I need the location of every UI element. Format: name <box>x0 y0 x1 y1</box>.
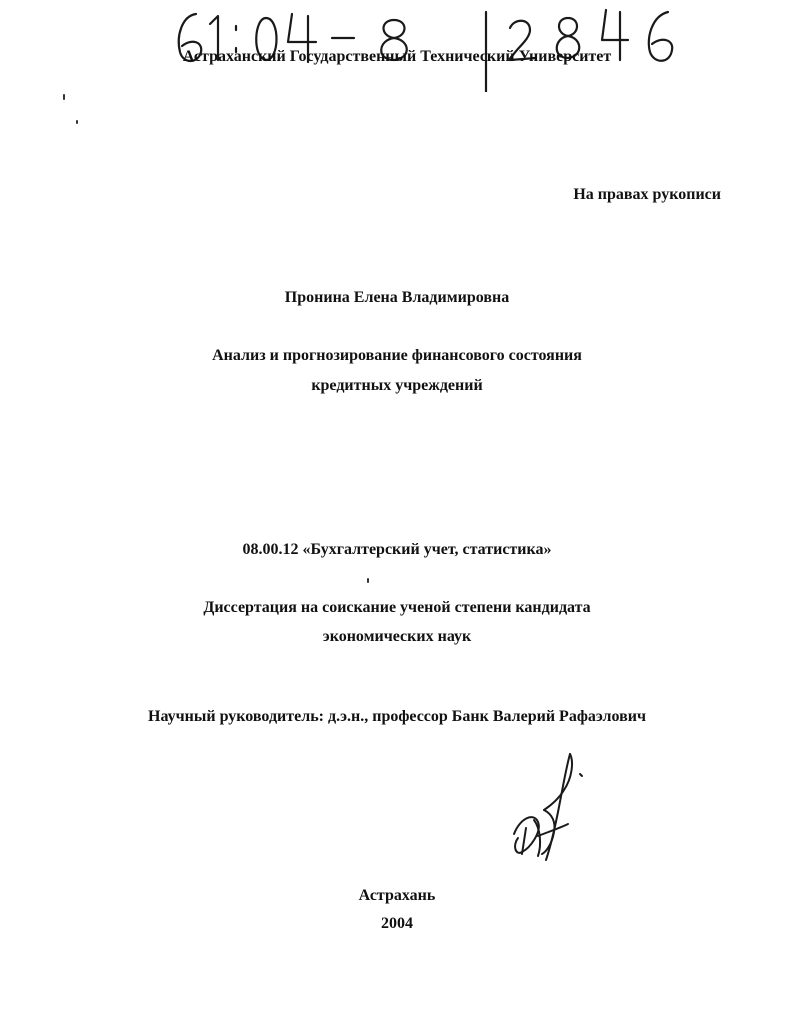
scan-speck <box>367 578 369 583</box>
signature-image <box>500 748 600 866</box>
dissertation-line-2: экономических наук <box>322 628 472 645</box>
dissertation-line-1: Диссертация на соискание ученой степени кандидата <box>203 599 591 616</box>
scan-speck <box>63 94 65 100</box>
title-line-2: кредитных учреждений <box>311 377 483 394</box>
city: Астрахань <box>358 887 436 904</box>
rights-note: На правах рукописи <box>573 186 721 203</box>
title-line-1: Анализ и прогнозирование финансового состояния <box>212 347 582 364</box>
year: 2004 <box>381 915 413 932</box>
specialty: 08.00.12 «Бухгалтерский учет, статистика» <box>242 541 552 558</box>
scan-speck <box>76 120 78 124</box>
university-name: Астраханский Государственный Технический Университет <box>182 48 612 65</box>
supervisor: Научный руководитель: д.э.н., профессор Банк Валерий Рафаэлович <box>148 708 646 725</box>
author-name: Пронина Елена Владимировна <box>284 289 510 306</box>
